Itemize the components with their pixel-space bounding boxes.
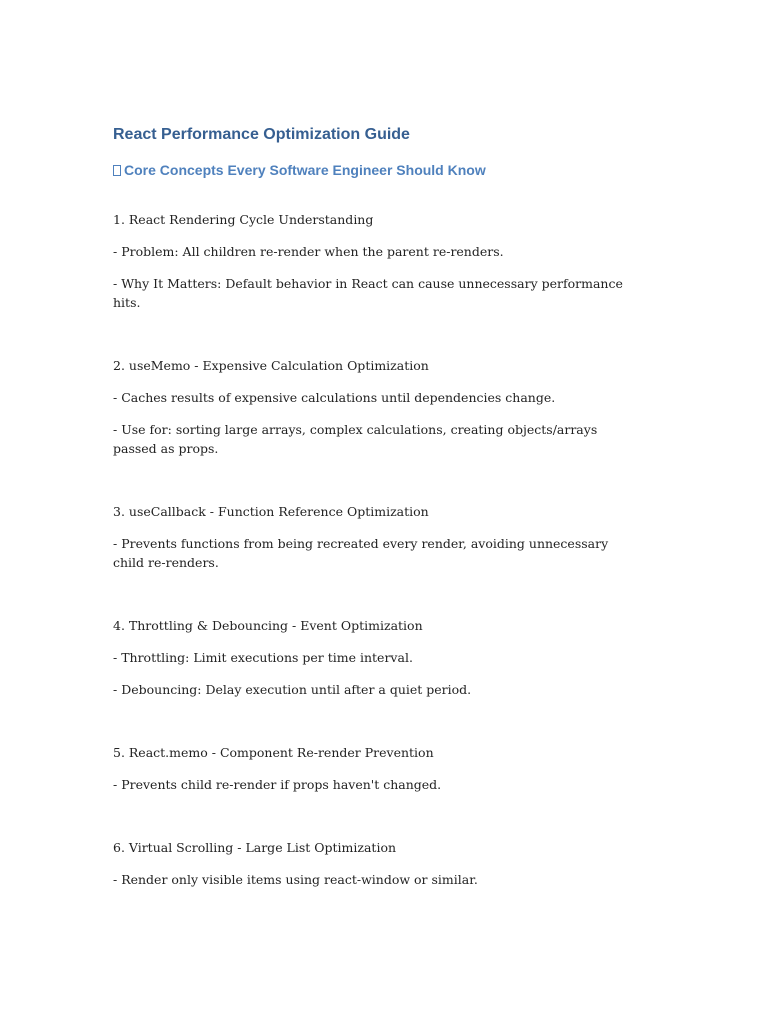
document-content (113, 124, 633, 933)
section-virtual-scrolling (113, 838, 633, 889)
section-usecallback (113, 502, 633, 572)
page-subtitle-text: Core Concepts Every Software Engineer Should Know (124, 162, 486, 178)
section-react-memo (113, 743, 633, 794)
section-item: - Render only visible items using react-window or similar. (113, 872, 478, 887)
section-item: - Debouncing: Delay execution until after a quiet period. (113, 682, 472, 697)
sections-list (113, 210, 633, 889)
section-heading: 6. Virtual Scrolling - Large List Optimization (113, 840, 397, 855)
section-throttling-debouncing (113, 616, 633, 699)
section-item: - Prevents child re-render if props haven't changed. (113, 777, 442, 792)
section-heading: 5. React.memo - Component Re-render Prevention (113, 745, 434, 760)
page-subtitle (113, 160, 633, 180)
page-title: React Performance Optimization Guide (113, 126, 410, 143)
section-item: - Prevents functions from being recreated every render, avoiding unnecessary child re-renders. (113, 536, 609, 570)
section-item: - Why It Matters: Default behavior in React can cause unnecessary performance hits. (113, 276, 623, 310)
section-usememo (113, 356, 633, 458)
section-heading: 2. useMemo - Expensive Calculation Optimization (113, 358, 429, 373)
section-heading: 3. useCallback - Function Reference Optimization (113, 504, 429, 519)
section-item: - Problem: All children re-render when the parent re-renders. (113, 244, 504, 259)
section-rendering-cycle (113, 210, 633, 312)
section-item: - Throttling: Limit executions per time interval. (113, 650, 413, 665)
missing-glyph-box-icon (113, 165, 121, 176)
section-item: - Caches results of expensive calculations until dependencies change. (113, 390, 556, 405)
section-item: - Use for: sorting large arrays, complex calculations, creating objects/arrays passed as props. (113, 422, 598, 456)
section-heading: 1. React Rendering Cycle Understanding (113, 212, 374, 227)
section-heading: 4. Throttling & Debouncing - Event Optimization (113, 618, 423, 633)
